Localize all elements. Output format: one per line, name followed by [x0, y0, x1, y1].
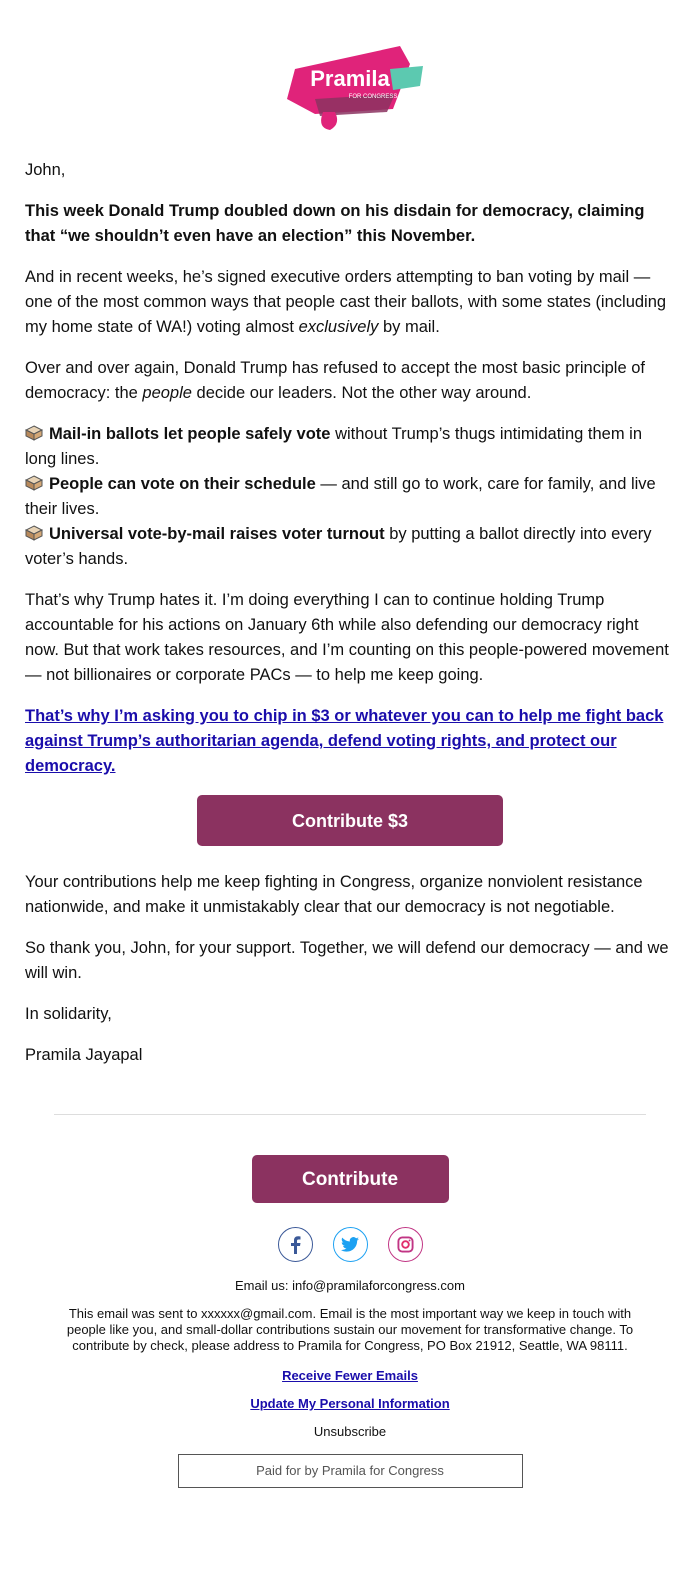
- message: [0, 158, 700, 1068]
- pramila-logo: [275, 24, 425, 134]
- lead-text: This week Donald Trump doubled down on his disdain for democracy, claiming that “we shouldn’t even have an election” this November.: [25, 202, 645, 245]
- text: by mail.: [378, 318, 440, 336]
- emphasis: people: [142, 384, 192, 402]
- text: decide our leaders. Not the other way around.: [191, 384, 532, 402]
- bullet-text: — and still go to work, care for family, and live their lives.: [25, 475, 656, 518]
- bullet-item: [25, 425, 642, 468]
- divider: [54, 1114, 646, 1115]
- emphasis: exclusively: [298, 318, 379, 336]
- footer: [0, 1278, 700, 1488]
- signoff: In solidarity,: [25, 1005, 112, 1023]
- ask-paragraph: [25, 704, 675, 779]
- svg-text:Pramila: Pramila: [310, 66, 390, 91]
- greeting: John,: [25, 161, 66, 179]
- contact-email: Email us: info@pramilaforcongress.com: [235, 1278, 465, 1293]
- paragraph-thanks: So thank you, John, for your support. Together, we will defend our democracy — and we will win.: [25, 939, 669, 982]
- bullet-bold: People can vote on their schedule: [49, 475, 316, 493]
- social-links: [0, 1227, 700, 1262]
- bullet-list: [25, 422, 675, 572]
- bullet-text: without Trump’s thugs intimidating them in long lines.: [25, 425, 642, 468]
- bullet-bold: Universal vote-by-mail raises voter turnout: [49, 525, 385, 543]
- paid-for-disclaimer: Paid for by Pramila for Congress: [178, 1454, 523, 1488]
- ballot-box-icon: [25, 425, 43, 441]
- fine-print: This email was sent to xxxxxx@gmail.com. Email is the most important way we keep in touch with people like you, and small-dollar contributions sustain our movement for transformative change. To contribute by check, please address to Pramila for Congress, PO Box 21912, Seattle, WA 98111.: [66, 1306, 634, 1353]
- bullet-item: [25, 525, 652, 568]
- bullet-item: [25, 475, 656, 518]
- unsubscribe-link[interactable]: Unsubscribe: [313, 1424, 387, 1439]
- paragraph-resources: That’s why Trump hates it. I’m doing everything I can to continue holding Trump accountable for his actions on January 6th while also defending our democracy right now. But that work takes resources, and I’m counting on this people-powered movement — not billionaires or corporate PACs — to help me keep going.: [25, 591, 669, 684]
- bullet-text: by putting a ballot directly into every voter’s hands.: [25, 525, 652, 568]
- donation-ask-link[interactable]: That’s why I’m asking you to chip in $3 or whatever you can to help me fight back against Trump’s authoritarian agenda, defend voting rights, and protect our democracy.: [25, 707, 664, 775]
- paragraph-contributions: Your contributions help me keep fighting in Congress, organize nonviolent resistance nationwide, and make it unmistakably clear that our democracy is not negotiable.: [25, 873, 643, 916]
- receive-fewer-emails-link[interactable]: Receive Fewer Emails: [282, 1368, 418, 1383]
- paragraph-vote-by-mail: [25, 265, 675, 340]
- paragraph-democracy: [25, 356, 675, 406]
- email-body: [0, 24, 700, 1488]
- instagram-icon[interactable]: [388, 1227, 423, 1262]
- update-info-link[interactable]: Update My Personal Information: [250, 1396, 450, 1411]
- contribute-button[interactable]: Contribute: [252, 1155, 449, 1203]
- contribute-3-button[interactable]: Contribute $3: [197, 795, 503, 846]
- ballot-box-icon: [25, 525, 43, 541]
- text: Over and over again, Donald Trump has refused to accept the most basic principle of democracy: the: [25, 359, 645, 402]
- bullet-bold: Mail-in ballots let people safely vote: [49, 425, 331, 443]
- lead-paragraph: [25, 199, 675, 249]
- svg-text:FOR CONGRESS: FOR CONGRESS: [348, 94, 398, 100]
- text: And in recent weeks, he’s signed executive orders attempting to ban voting by mail — one of the most common ways that people cast their ballots, with some states (including my home state of WA!) voting almost: [25, 268, 667, 336]
- signature: Pramila Jayapal: [25, 1046, 143, 1064]
- twitter-icon[interactable]: [333, 1227, 368, 1262]
- facebook-icon[interactable]: [278, 1227, 313, 1262]
- ballot-box-icon: [25, 475, 43, 491]
